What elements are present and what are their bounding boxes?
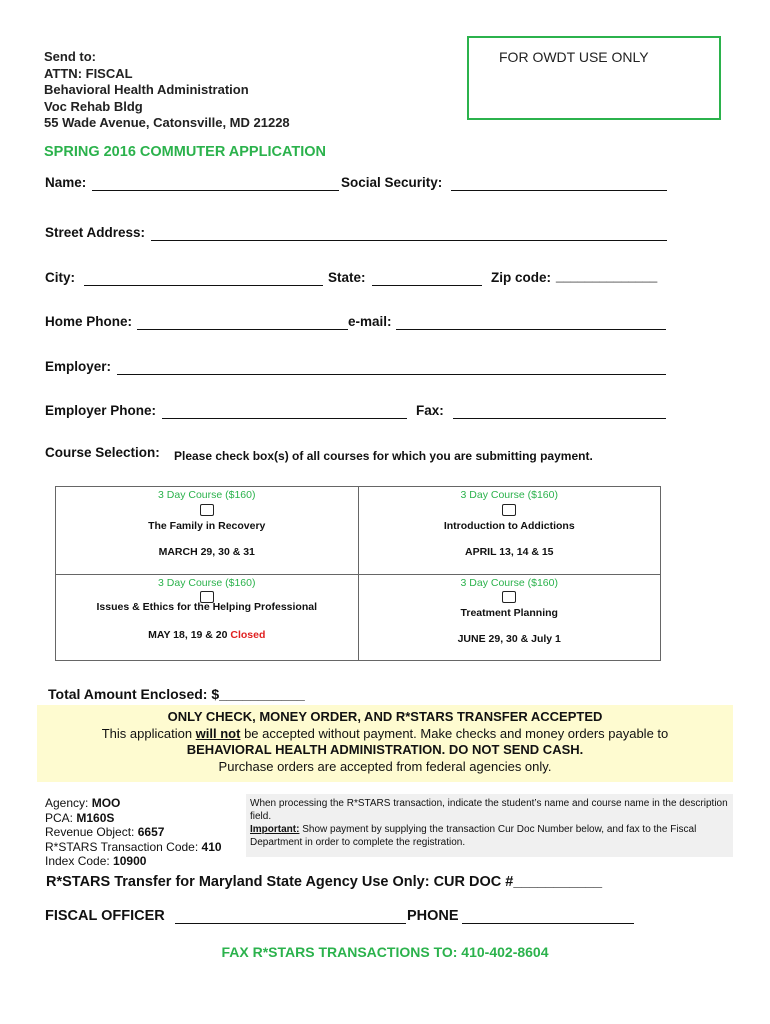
- payment-requirement: [37, 726, 733, 743]
- email-field[interactable]: [396, 329, 666, 330]
- course-dates: APRIL 13, 14 & 15: [464, 546, 554, 558]
- payment-text: This application: [101, 725, 196, 741]
- course-price: 3 Day Course ($160): [460, 576, 558, 589]
- course-dates: MAY 18, 19 & 20: [148, 628, 228, 641]
- important-label: Important:: [250, 824, 300, 835]
- course-selection-note: Please check box(s) of all courses for which you are submitting payment.: [174, 449, 593, 463]
- instruction-text: Show payment by supplying the transaction Cur Doc Number below, and fax to the Fiscal Department in order to complete the registration.: [250, 824, 697, 848]
- fax-field[interactable]: [453, 418, 666, 419]
- instruction-p1: When processing the R*STARS transaction, indicate the student’s name and course name in the description field.: [250, 798, 728, 822]
- home-phone-label: Home Phone:: [45, 314, 133, 329]
- course-price: 3 Day Course ($160): [158, 489, 256, 501]
- pca-row: [45, 811, 222, 826]
- street-field[interactable]: [151, 240, 667, 241]
- rstars-code-value: 410: [201, 839, 222, 854]
- form-title: SPRING 2016 COMMUTER APPLICATION: [44, 144, 326, 160]
- revenue-row: [45, 825, 222, 840]
- payee-line: BEHAVIORAL HEALTH ADMINISTRATION. DO NOT SEND CASH.: [186, 742, 584, 757]
- course-cell: [358, 487, 661, 575]
- index-label: Index Code:: [45, 854, 114, 868]
- city-label: City:: [45, 270, 75, 285]
- payment-methods: ONLY CHECK, MONEY ORDER, AND R*STARS TRANSFER ACCEPTED: [167, 709, 603, 724]
- course-price: 3 Day Course ($160): [158, 576, 256, 589]
- revenue-label: Revenue Object:: [45, 825, 138, 839]
- course-dates: MARCH 29, 30 & 31: [158, 546, 255, 558]
- payment-text: be accepted without payment. Make checks and money orders payable to: [240, 725, 669, 741]
- course-name: Issues & Ethics for the Helping Professional: [96, 600, 318, 613]
- instruction-p2: [250, 823, 729, 849]
- course-name: Introduction to Addictions: [443, 520, 575, 532]
- course-checkbox[interactable]: [200, 504, 214, 516]
- zip-field[interactable]: ______________: [556, 268, 658, 283]
- fiscal-officer-field[interactable]: [175, 923, 406, 924]
- state-field[interactable]: [372, 285, 482, 286]
- state-label: State:: [328, 270, 366, 285]
- course-name: The Family in Recovery: [148, 520, 266, 532]
- closed-status: Closed: [230, 628, 266, 641]
- total-amount[interactable]: Total Amount Enclosed: $___________: [48, 686, 305, 702]
- rstars-code-label: R*STARS Transaction Code:: [45, 839, 202, 854]
- office-use-label: FOR OWDT USE ONLY: [499, 49, 649, 65]
- revenue-value: 6657: [137, 825, 165, 839]
- email-label: e-mail:: [348, 314, 392, 329]
- ssn-field[interactable]: [451, 190, 667, 191]
- course-dates: JUNE 29, 30 & July 1: [457, 632, 561, 645]
- street-line: 55 Wade Avenue, Catonsville, MD 21228: [44, 115, 290, 130]
- attn-line: ATTN: FISCAL: [44, 65, 133, 81]
- index-row: [45, 854, 222, 869]
- course-checkbox[interactable]: [502, 504, 516, 516]
- employer-phone-field[interactable]: [162, 418, 407, 419]
- home-phone-field[interactable]: [137, 329, 348, 330]
- course-table: [55, 486, 661, 661]
- street-label: Street Address:: [45, 225, 146, 240]
- course-cell: [358, 574, 661, 660]
- building-line: Voc Rehab Bldg: [44, 98, 143, 114]
- course-cell: [56, 487, 359, 575]
- course-selection-label: Course Selection:: [45, 445, 160, 460]
- fiscal-officer-label: FISCAL OFFICER: [45, 908, 165, 924]
- name-field[interactable]: [92, 190, 339, 191]
- course-dates-row: [56, 629, 358, 641]
- office-use-box: [467, 36, 721, 120]
- org-line: Behavioral Health Administration: [44, 82, 249, 97]
- agency-value: MOO: [91, 796, 121, 810]
- course-checkbox[interactable]: [502, 591, 516, 603]
- fax-instructions: FAX R*STARS TRANSACTIONS TO: 410-402-8604: [221, 944, 549, 960]
- employer-label: Employer:: [45, 359, 112, 374]
- rstars-transfer-line[interactable]: R*STARS Transfer for Maryland State Agency Use Only: CUR DOC #___________: [46, 874, 603, 890]
- course-cell: [56, 574, 359, 660]
- rstars-code-row: [45, 840, 222, 855]
- zip-label: Zip code:: [491, 270, 551, 285]
- phone-label: PHONE: [407, 908, 459, 924]
- fax-label: Fax:: [416, 403, 444, 418]
- course-price: 3 Day Course ($160): [460, 489, 558, 501]
- send-to-label: Send to:: [44, 49, 96, 64]
- purchase-order-note: Purchase orders are accepted from federal agencies only.: [218, 758, 552, 774]
- phone-field[interactable]: [462, 923, 634, 924]
- city-field[interactable]: [84, 285, 323, 286]
- ssn-label: Social Security:: [341, 175, 443, 190]
- pca-value: M160S: [76, 810, 115, 825]
- rstars-instructions: [246, 794, 733, 857]
- send-to-address: [44, 49, 290, 132]
- agency-label: Agency:: [45, 796, 92, 810]
- payment-emphasis: will not: [195, 725, 241, 741]
- agency-codes: [45, 796, 222, 869]
- index-value: 10900: [113, 854, 147, 868]
- pca-label: PCA:: [45, 810, 77, 825]
- agency-row: [45, 796, 222, 811]
- employer-phone-label: Employer Phone:: [45, 403, 157, 418]
- course-name: Treatment Planning: [460, 606, 558, 619]
- fiscal-officer-row: [45, 908, 165, 924]
- employer-field[interactable]: [117, 374, 666, 375]
- name-label: Name:: [45, 175, 87, 190]
- payment-notice: [37, 705, 733, 782]
